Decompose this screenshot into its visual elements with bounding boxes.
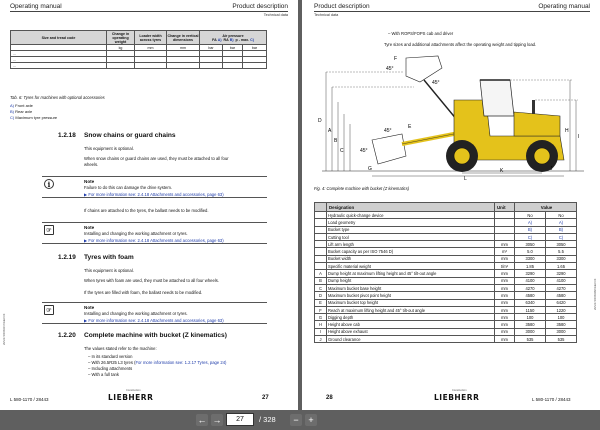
- table-row: [315, 328, 577, 335]
- ra-label: RA: [223, 37, 229, 42]
- paragraph: When tyres with foam are used, they must be attached to all four wheels.: [84, 278, 219, 283]
- label-l: L: [464, 176, 467, 180]
- label-e: E: [408, 124, 412, 130]
- legend-a: A) Front axle: [10, 103, 33, 108]
- label-f: F: [394, 56, 398, 62]
- paragraph: This equipment is optional.: [84, 146, 134, 151]
- value-cell: 3290: [546, 270, 577, 277]
- note-box: [42, 176, 267, 198]
- table-row: [315, 226, 577, 233]
- section-title: Snow chains or guard chains: [84, 132, 176, 139]
- hand-pointer-icon: ☞: [44, 225, 54, 235]
- paragraph: If chains are attached to the tyres, the ballast needs to be modified.: [84, 208, 209, 213]
- col-air-pressure: [200, 31, 267, 45]
- designation-cell: Cutting tool: [327, 233, 495, 240]
- legend-b: B) Rear axle: [10, 109, 33, 114]
- value-cell: C): [546, 233, 577, 240]
- bullet-link[interactable]: For more information see: 1.2.17 Tyres, page 24): [135, 360, 227, 365]
- page-number: 27: [262, 395, 269, 401]
- liebherr-logo: LIEBHERR: [434, 393, 480, 402]
- row-key: F: [315, 306, 327, 313]
- label-j: J: [550, 166, 553, 172]
- unit-cell: [495, 212, 515, 219]
- table-row: [315, 336, 577, 343]
- paragraph: Tyre sizes and additional attachments affect the operating weight and tipping load.: [384, 42, 537, 47]
- bullet-item: – In its standard version: [88, 354, 133, 359]
- value-cell: 3050: [546, 241, 577, 248]
- table-row: [315, 299, 577, 306]
- spec-table: [314, 202, 577, 343]
- row-key: J: [315, 336, 327, 343]
- unit-cell: mm: [495, 299, 515, 306]
- label-g: G: [368, 166, 372, 172]
- designation-cell: Bucket type: [327, 226, 495, 233]
- col-size: Size and tread code: [11, 31, 107, 45]
- note-title: Note: [84, 305, 95, 310]
- section-number: 1.2.20: [58, 332, 76, 339]
- legend-c: C) Maximum tyre pressure: [10, 115, 58, 120]
- note-link[interactable]: ▶ For more information see: 2.4.18 Attachments and accessories, page 63): [84, 317, 224, 323]
- bullet-item: – Including attachments: [88, 366, 133, 371]
- table-row: [315, 270, 577, 277]
- value-cell: 100: [546, 314, 577, 321]
- designation-cell: Hydraulic quick-change device: [327, 212, 495, 219]
- unit-cell: mm: [495, 277, 515, 284]
- table-row: [315, 212, 577, 219]
- header-right-title: Product description: [232, 3, 288, 10]
- label-angle-3: 45°: [384, 128, 392, 134]
- header-subtitle: Technical data: [314, 13, 339, 17]
- right-page: [302, 0, 600, 410]
- tyre-table-header: [11, 31, 267, 45]
- row-key: B: [315, 277, 327, 284]
- table-row: [315, 306, 577, 313]
- table-row: [315, 241, 577, 248]
- designation-cell: Dump height at maximum lifting height and 45° tilt-out angle: [327, 270, 495, 277]
- arrow-icon: ▶: [84, 237, 88, 243]
- unit-cell: mm: [495, 241, 515, 248]
- unit-cell: mm: [495, 306, 515, 313]
- value-cell: 3300: [515, 255, 546, 262]
- footer-code: L 580-1170 / 28443: [10, 397, 49, 402]
- row-key: [315, 212, 327, 219]
- value-cell: B): [546, 226, 577, 233]
- label-angle-2: 45°: [432, 80, 440, 86]
- table-row: [315, 314, 577, 321]
- page-total: / 328: [259, 415, 276, 424]
- value-cell: 3300: [546, 255, 577, 262]
- row-key: [315, 219, 327, 226]
- value-cell: 3580: [515, 321, 546, 328]
- tyre-table: [10, 30, 267, 69]
- label-d: D: [318, 118, 322, 124]
- arrow-icon: ▶: [84, 191, 88, 197]
- label-c: C: [340, 148, 344, 154]
- table-row: [315, 263, 577, 270]
- note-link[interactable]: ▶ For more information see: 2.4.18 Attachments and accessories, page 63): [84, 237, 224, 243]
- unit-cell: t/m³: [495, 263, 515, 270]
- table-caption: Tab. 6: Tyres for machines with optional accessories: [10, 95, 105, 100]
- label-k: K: [500, 168, 504, 174]
- table-row: [315, 284, 577, 291]
- row-key: [315, 241, 327, 248]
- value-cell: 3000: [546, 328, 577, 335]
- paragraph: The values stated refer to the machine:: [84, 346, 157, 351]
- unit-cell: [495, 226, 515, 233]
- bullet-item: – With 26.5R25 L3 tyres (For more information see: 1.2.17 Tyres, page 24): [88, 360, 227, 365]
- side-code: 2EN/1720009/28/CEE/2.03: [594, 278, 597, 310]
- unit-cell: mm: [495, 270, 515, 277]
- value-cell: 1150: [515, 306, 546, 313]
- value-cell: C): [515, 233, 546, 240]
- table-row: ...: [11, 51, 267, 57]
- row-key: C: [315, 284, 327, 291]
- left-page: [0, 0, 298, 410]
- table-row: [315, 233, 577, 240]
- unit-cell: [495, 219, 515, 226]
- designation-cell: Bucket capacity as per ISO 7546 D): [327, 248, 495, 255]
- spec-table-header: [315, 203, 577, 212]
- value-cell: 3000: [515, 328, 546, 335]
- unit-cell: mm: [495, 314, 515, 321]
- value-cell: 4580: [546, 292, 577, 299]
- bullet-item: – With a full tank: [88, 372, 119, 377]
- next-page-button[interactable]: →: [212, 415, 222, 425]
- note-text: Failure to do this can damage the drive system.: [84, 185, 172, 190]
- row-key: E: [315, 299, 327, 306]
- pmax-label: p - max.: [235, 37, 250, 42]
- value-cell: 6420: [546, 299, 577, 306]
- air-pressure-title: Air pressure: [222, 33, 244, 38]
- unit-cell: mm: [495, 328, 515, 335]
- row-key: G: [315, 314, 327, 321]
- section-number: 1.2.19: [58, 254, 76, 261]
- note-box: [42, 222, 267, 244]
- designation-cell: Specific material weight: [327, 263, 495, 270]
- row-key: [315, 255, 327, 262]
- header-left-title: Operating manual: [10, 3, 62, 10]
- wheel-loader-diagram: [314, 52, 590, 180]
- viewer-toolbar: [0, 410, 600, 430]
- note-title: Note: [84, 179, 95, 184]
- unit-cell: mm: [495, 292, 515, 299]
- page-number-input[interactable]: 27: [226, 413, 254, 426]
- label-i: I: [578, 134, 580, 140]
- liebherr-logo: LIEBHERR: [108, 393, 154, 402]
- designation-cell: Maximum bucket pivot point height: [327, 292, 495, 299]
- col-weight: Change in operating weight: [107, 31, 135, 45]
- value-cell: 5.5: [546, 248, 577, 255]
- table-row: [315, 321, 577, 328]
- value-cell: 1.85: [515, 263, 546, 270]
- value-cell: A): [546, 219, 577, 226]
- designation-cell: Maximum bucket top height: [327, 299, 495, 306]
- table-row: ...: [11, 57, 267, 63]
- row-key: [315, 263, 327, 270]
- col-value: Value: [515, 203, 577, 212]
- value-cell: 5.0: [515, 248, 546, 255]
- col-unit: Unit: [495, 203, 515, 212]
- value-cell: 100: [515, 314, 546, 321]
- table-row: [315, 219, 577, 226]
- paragraph: wheels.: [84, 162, 99, 167]
- section-title: Complete machine with bucket (Z kinematics): [84, 332, 227, 339]
- hand-pointer-icon: ☞: [44, 305, 54, 315]
- value-cell: No: [546, 212, 577, 219]
- value-cell: 1220: [546, 306, 577, 313]
- designation-cell: Height above exhaust: [327, 328, 495, 335]
- value-cell: 3580: [546, 321, 577, 328]
- label-angle-4: 45°: [360, 148, 368, 154]
- row-key: A: [315, 270, 327, 277]
- value-cell: 535: [515, 336, 546, 343]
- prev-page-button[interactable]: ←: [197, 415, 207, 425]
- table-row: [315, 277, 577, 284]
- paragraph: When snow chains or guard chains are used, they must be attached to all four: [84, 156, 229, 161]
- designation-cell: Ground clearance: [327, 336, 495, 343]
- value-cell: 4580: [515, 292, 546, 299]
- row-key: [315, 226, 327, 233]
- note-title: Note: [84, 225, 95, 230]
- value-cell: 535: [546, 336, 577, 343]
- note-link[interactable]: ▶ For more information see: 2.4.18 Attachments and accessories, page 63): [84, 191, 224, 197]
- brand-tagline: Construction: [452, 389, 467, 392]
- value-cell: 4270: [546, 284, 577, 291]
- table-row: [315, 255, 577, 262]
- col-vertical: Change in vertical dimensions: [167, 31, 200, 45]
- header-subtitle: Technical data: [263, 13, 288, 17]
- paragraph: This equipment is optional.: [84, 268, 134, 273]
- designation-cell: Reach at maximum lifting height and 45° tilt-out angle: [327, 306, 495, 313]
- row-key: I: [315, 328, 327, 335]
- note-text: Installing and changing the working attachment or tyres.: [84, 231, 188, 236]
- page-number: 28: [326, 395, 333, 401]
- header-rule: [314, 11, 590, 12]
- figure-caption: Fig. 4: Complete machine with bucket (Z kinematics): [314, 186, 410, 191]
- brand-tagline: Construction: [126, 389, 141, 392]
- designation-cell: Height above cab: [327, 321, 495, 328]
- arrow-icon: ▶: [84, 317, 88, 323]
- table-row: [315, 248, 577, 255]
- section-number: 1.2.18: [58, 132, 76, 139]
- unit-cell: m³: [495, 248, 515, 255]
- footer-code: L 580-1170 / 28443: [532, 397, 571, 402]
- designation-cell: Bucket width: [327, 255, 495, 262]
- fa-label: FA: [212, 37, 217, 42]
- label-angle-1: 45°: [386, 66, 394, 72]
- row-key: [315, 248, 327, 255]
- row-key: D: [315, 292, 327, 299]
- paragraph: If the tyres are filled with foam, the ballast needs to be modified.: [84, 290, 203, 295]
- bullet-item: – With ROPS/FOPS cab and driver: [388, 31, 454, 36]
- label-b: B: [334, 138, 338, 144]
- value-cell: 6340: [515, 299, 546, 306]
- designation-cell: Dump height: [327, 277, 495, 284]
- designation-cell: Lift arm length: [327, 241, 495, 248]
- unit-cell: mm: [495, 321, 515, 328]
- value-cell: 3290: [515, 270, 546, 277]
- unit-cell: mm: [495, 284, 515, 291]
- table-row: ...: [11, 63, 267, 69]
- label-a: A: [328, 128, 332, 134]
- row-key: H: [315, 321, 327, 328]
- header-rule: [10, 11, 288, 12]
- value-cell: 1.65: [546, 263, 577, 270]
- designation-cell: Maximum bucket base height: [327, 284, 495, 291]
- zoom-out-icon[interactable]: −: [290, 414, 302, 426]
- value-cell: 4270: [515, 284, 546, 291]
- value-cell: No: [515, 212, 546, 219]
- section-title: Tyres with foam: [84, 254, 134, 261]
- zoom-in-icon[interactable]: +: [305, 414, 317, 426]
- header-right-title: Operating manual: [538, 3, 590, 10]
- note-text: Installing and changing the working attachment or tyres.: [84, 311, 188, 316]
- unit-cell: [495, 233, 515, 240]
- unit-cell: mm: [495, 336, 515, 343]
- col-designation: Designation: [327, 203, 495, 212]
- col-width: Loader width across tyres: [135, 31, 167, 45]
- value-cell: 3050: [515, 241, 546, 248]
- designation-cell: Digging depth: [327, 314, 495, 321]
- row-key: [315, 233, 327, 240]
- unit-cell: mm: [495, 255, 515, 262]
- air-pressure-sub: FA A) RA B) p - max. C): [212, 37, 254, 42]
- label-h: H: [565, 128, 569, 134]
- note-box: [42, 302, 267, 324]
- header-left-title: Product description: [314, 3, 370, 10]
- value-cell: B): [515, 226, 546, 233]
- value-cell: 4100: [515, 277, 546, 284]
- tyre-units-row: kg mm mm bar bar bar: [11, 45, 267, 51]
- value-cell: 4100: [546, 277, 577, 284]
- side-code: 2EN/1720009/27/CEE/2.03: [3, 313, 6, 345]
- table-row: [315, 292, 577, 299]
- designation-cell: Load geometry: [327, 219, 495, 226]
- value-cell: A): [515, 219, 546, 226]
- info-icon: i: [44, 179, 54, 189]
